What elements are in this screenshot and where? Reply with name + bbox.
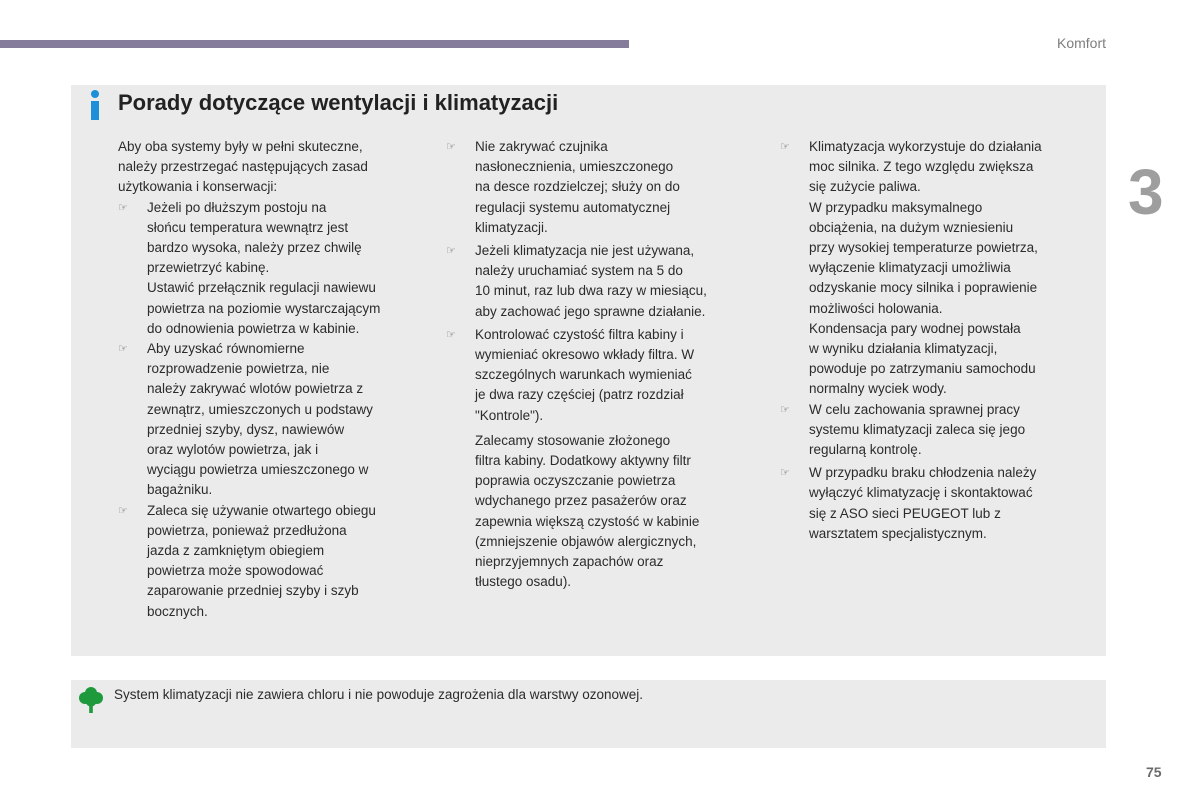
pointing-hand-icon: ☞ xyxy=(118,201,128,214)
info-column-3 xyxy=(780,137,1080,544)
list-item-text: Aby uzyskać równomierne rozprowadzenie powietrza, nie należy zakrywać wlotów powietrza z zewnątrz, umieszczonych u podstawy przedniej szyby, dysz, nawiewów oraz wylotów powietrza, jak i wyciągu powietrza umieszczonego w bagażniku. xyxy=(147,341,373,498)
list-item-text: W celu zachowania sprawnej pracy systemu klimatyzacji zaleca się jego regularną kontrolę. xyxy=(809,401,1026,458)
intro-paragraph: Aby oba systemy były w pełni skuteczne, należy przestrzegać następujących zasad użytkowania i konserwacji: xyxy=(118,139,368,195)
list-item xyxy=(118,501,428,622)
list-item xyxy=(118,198,428,339)
section-name: Komfort xyxy=(1056,35,1106,51)
info-title: Porady dotyczące wentylacji i klimatyzacji xyxy=(118,90,559,115)
list-item-text: Nie zakrywać czujnika nasłonecznienia, umieszczonego na desce rozdzielczej; służy on do regulacji systemu automatycznej klimatyzacji. xyxy=(475,139,680,235)
list-item xyxy=(446,241,746,322)
list-item-text: Zaleca się używanie otwartego obiegu powietrza, ponieważ przedłużona jazda z zamkniętym obiegiem powietrza może spowodować zaparowanie przedniej szyby i szyb bocznych. xyxy=(147,502,376,619)
pointing-hand-icon: ☞ xyxy=(780,403,790,416)
pointing-hand-icon: ☞ xyxy=(446,328,456,341)
list-item-text: Klimatyzacja wykorzystuje do działania moc silnika. Z tego względu zwiększa się zużycie paliwa. W przypadku maksymalnego obciążenia, na dużym wzniesieniu przy wysokiej temperaturze powietrza, wyłączenie klimatyzacji umożliwia odzyskanie mocy silnika i poprawienie możliwości holowania. Kondensacja pary wodnej powstała w wyniku działania klimatyzacji, powoduje po zatrzymaniu samochodu normalny wyciek wody. xyxy=(809,139,1042,397)
pointing-hand-icon: ☞ xyxy=(446,245,456,258)
header-accent-bar xyxy=(0,40,629,48)
list-item xyxy=(780,400,1080,461)
tree-icon xyxy=(79,686,103,714)
list-item-text: Kontrolować czystość filtra kabiny i wymieniać okresowo wkłady filtra. W szczególnych warunkach wymieniać je dwa razy częściej (patrz rozdział "Kontrole"). xyxy=(475,326,695,423)
pointing-hand-icon: ☞ xyxy=(118,343,128,356)
filter-paragraph: Zalecamy stosowanie złożonego filtra kabiny. Dodatkowy aktywny filtr poprawia oczyszczanie powietrza wdychanego przez pasażerów oraz zapewnia większą czystość w kabinie (zmniejszenie objawów alergicznych, nieprzyjemnych zapachów oraz tłustego osadu). xyxy=(475,432,700,590)
list-item-text: W przypadku braku chłodzenia należy wyłączyć klimatyzację i skontaktować się z ASO sieci PEUGEOT lub z warsztatem specjalistycznym. xyxy=(809,465,1037,541)
info-column-2 xyxy=(446,137,746,592)
pointing-hand-icon: ☞ xyxy=(780,141,790,153)
pointing-hand-icon: ☞ xyxy=(446,141,456,153)
list-item xyxy=(780,463,1080,544)
chapter-number: 3 xyxy=(1128,156,1164,228)
list-item xyxy=(780,137,1080,400)
list-item xyxy=(446,325,746,426)
pointing-hand-icon: ☞ xyxy=(780,467,790,480)
info-icon xyxy=(89,90,101,120)
eco-note-text: System klimatyzacji nie zawiera chloru i nie powoduje zagrożenia dla warstwy ozonowej. xyxy=(114,687,643,702)
list-item xyxy=(446,137,746,238)
page-number: 75 xyxy=(1146,764,1162,780)
list-item-text: Jeżeli po dłuższym postoju na słońcu temperatura wewnątrz jest bardzo wysoka, należy przez chwilę przewietrzyć kabinę. Ustawić przełącznik regulacji nawiewu powietrza na poziomie wystarczającym do odnowienia powietrza w kabinie. xyxy=(147,199,381,336)
pointing-hand-icon: ☞ xyxy=(118,504,128,517)
list-item-text: Jeżeli klimatyzacja nie jest używana, należy uruchamiać system na 5 do 10 minut, raz lub dwa razy w miesiącu, aby zachować jego sprawne działanie. xyxy=(475,243,707,319)
info-column-1 xyxy=(118,137,428,622)
list-item xyxy=(118,339,428,501)
